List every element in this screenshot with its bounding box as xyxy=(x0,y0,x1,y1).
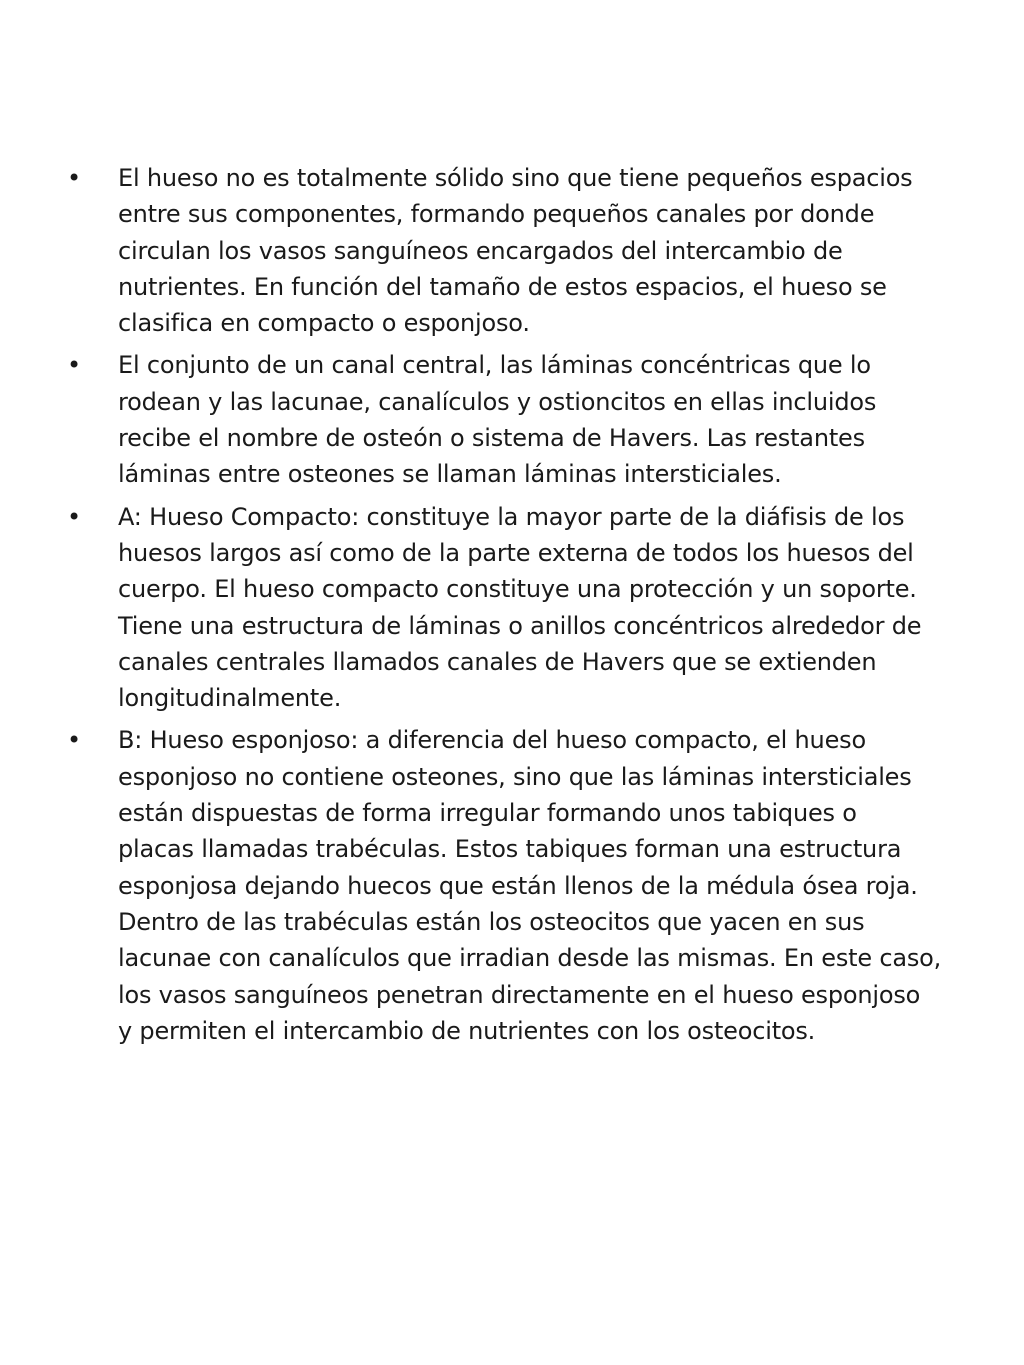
text-line: El conjunto de un canal central, las láminas concéntricas que lo xyxy=(118,351,871,380)
text-line: están dispuestas de forma irregular formando unos tabiques o xyxy=(118,799,857,828)
bullet-item-2 xyxy=(0,347,1024,492)
text-line: Dentro de las trabéculas están los osteocitos que yacen en sus xyxy=(118,907,865,936)
bullet-icon: • xyxy=(67,502,81,531)
text-line: Tiene una estructura de láminas o anillos concéntricos alrededor de xyxy=(118,611,922,640)
text-line: láminas entre osteones se llaman láminas intersticiales. xyxy=(118,460,782,489)
bullet-icon: • xyxy=(67,726,81,755)
bullet-item-1 xyxy=(0,160,1024,341)
paragraph-2-text xyxy=(118,347,964,492)
text-line: placas llamadas trabéculas. Estos tabiques forman una estructura xyxy=(118,835,902,864)
text-line: lacunae con canalículos que irradian desde las mismas. En este caso, xyxy=(118,944,942,973)
bullet-item-3 xyxy=(0,499,1024,717)
text-line: recibe el nombre de osteón o sistema de Havers. Las restantes xyxy=(118,424,865,453)
text-line: cuerpo. El hueso compacto constituye una protección y un soporte. xyxy=(118,575,917,604)
text-line: circulan los vasos sanguíneos encargados del intercambio de xyxy=(118,236,843,265)
text-line: y permiten el intercambio de nutrientes con los osteocitos. xyxy=(118,1016,816,1045)
bullet-icon: • xyxy=(67,164,81,192)
bullet-icon: • xyxy=(67,351,81,380)
text-line: huesos largos así como de la parte externa de todos los huesos del xyxy=(118,538,914,567)
text-line: entre sus componentes, formando pequeños canales por donde xyxy=(118,200,875,229)
text-line: esponjosa dejando huecos que están llenos de la médula ósea roja. xyxy=(118,871,918,900)
text-line: nutrientes. En función del tamaño de estos espacios, el hueso se xyxy=(118,272,887,301)
text-line: clasifica en compacto o esponjoso. xyxy=(118,309,530,338)
text-line: los vasos sanguíneos penetran directamente en el hueso esponjoso xyxy=(118,980,921,1009)
bullet-item-4 xyxy=(0,722,1024,1049)
text-line: B: Hueso esponjoso: a diferencia del hueso compacto, el hueso xyxy=(118,726,866,755)
text-line: longitudinalmente. xyxy=(118,684,342,713)
paragraph-1-text xyxy=(118,160,964,341)
text-line: canales centrales llamados canales de Havers que se extienden xyxy=(118,647,877,676)
text-line: El hueso no es totalmente sólido sino que tiene pequeños espacios xyxy=(118,164,913,192)
bullet-list xyxy=(0,160,1024,1055)
text-line: rodean y las lacunae, canalículos y ostioncitos en ellas incluidos xyxy=(118,387,877,416)
text-line: esponjoso no contiene osteones, sino que las láminas intersticiales xyxy=(118,762,912,791)
paragraph-3-text xyxy=(118,499,964,717)
text-line: A: Hueso Compacto: constituye la mayor parte de la diáfisis de los xyxy=(118,502,905,531)
paragraph-4-text xyxy=(118,722,964,1049)
